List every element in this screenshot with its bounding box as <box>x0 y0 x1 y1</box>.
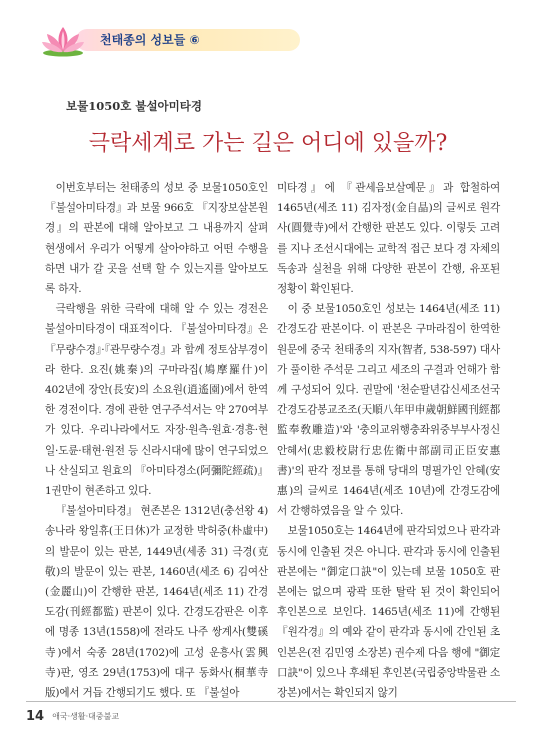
page-number: 14 <box>26 709 45 724</box>
footer-divider <box>26 701 516 702</box>
paragraph: 이번호부터는 천태종의 성보 중 보물1050호인 『불설아미타경』과 보물 966호 『지장보살본원경』의 판본에 대해 알아보고 그 내용까지 살펴 현생에서 우리가 어떻게 살아야하고 어떤 수행을 하면 내가 갈 곳을 선택 할 수 있는지를 알아보도록 하자. <box>45 182 268 296</box>
page-footer <box>26 706 119 725</box>
paragraph: 미타경』에 『관세음보살예문』과 합철하여 1465년(세조 11) 김자정(金自晶)의 글씨로 원각사(圓覺寺)에서 간행한 판본도 있다. 이렇듯 고려를 지나 조선시대에는 교학적 접근 보다 경 자체의 독송과 실천을 위해 다양한 판본이 간행, 유포된 정황이 확인된다. <box>277 182 500 296</box>
paragraph: 『불설아미타경』 현존본은 1312년(충선왕 4) 송나라 왕일휴(王日休)가 교정한 박허중(朴虛中)의 발문이 있는 판본, 1449년(세종 31) 극경(克敬)의 발문이 있는 판본, 1460년(세조 6) 김여산(金麗山)이 간행한 판본, 1464년(세조 11) 간경도감(刊經都監) 판본이 있다. 간경도감판은 이후에 명종 13년(1558)에 전라도 나주 쌍계사(雙磎寺)에서 숙종 28년(1702)에 고성 운흥사(雲興寺)판, 영조 29년(1753)에 대구 동화사(桐華寺版)에서 거듭 간행되기도 했다. 또 『불설아 <box>45 505 268 700</box>
paragraph: 보물1050호는 1464년에 판각되었으나 판각과 동시에 인출된 것은 아니다. 판각과 동시에 인출된 판본에는 "御定口訣"이 있는데 보물 1050호 판본에는 없으며 광곽 또한 탈락 된 것이 확인되어 후인본으로 보인다. 1465년(세조 11)에 간행된 『원각경』의 예와 같이 판각과 동시에 간인된 초인본은(전 김민영 소장본) 권수제 다음 행에 "御定口訣"이 있으나 후쇄된 후인본(국립중앙박물관 소장본)에서는 확인되지 않기 <box>277 525 500 700</box>
paragraph: 이 중 보물1050호인 성보는 1464년(세조 11) 간경도감 판본이다. 이 판본은 구마라집이 한역한 원문에 중국 천태종의 지자(智者, 538-597) 대사가 풀이한 주석문 그리고 세조의 구결과 언해가 함께 구성되어 있다. 권말에 '천순팔년갑신세조선국간경도감봉교조조(天順八年甲申歲朝鮮國刊經都監奉敎雕造)'와 '충의교위행충좌위중부부사정신안혜서(忠毅校尉行忠佐衛中部副司正臣安惠書)'의 판각 정보를 통해 당대의 명필가인 안혜(安惠)의 글씨로 1464년(세조 10년)에 간경도감에서 간행하였음을 알 수 있다. <box>277 303 500 518</box>
text-column-left <box>45 178 268 703</box>
section-header <box>40 23 302 57</box>
article-title: 극락세계로 가는 길은 어디에 있을까? <box>88 131 448 156</box>
text-column-right <box>277 178 500 703</box>
article-subtitle: 보물1050호 불설아미타경 <box>66 99 202 113</box>
publication-name: 애국·생활·대중불교 <box>52 712 120 721</box>
section-title: 천태종의 성보들 ⑥ <box>100 33 200 47</box>
paragraph: 극락행을 위한 극락에 대해 알 수 있는 경전은 불설아미타경이 대표적이다. 『불설아미타경』은 『무량수경』·『관무량수경』과 함께 정토삼부경이라 한다. 요진(姚秦)의 구마라집(鳩摩羅什)이 402년에 장안(長安)의 소요원(逍遙園)에서 한역한 경전이다. 경에 관한 연구주석서는 약 270여부가 있다. 우리나라에서도 자장·원측·원효·경흥·현일·도륜·태현·원전 등 신라시대에 많이 연구되었으나 산실되고 원효의 『아미타경소(阿彌陀經疏)』1권만이 현존하고 있다. <box>45 303 268 498</box>
lotus-icon <box>40 23 86 57</box>
